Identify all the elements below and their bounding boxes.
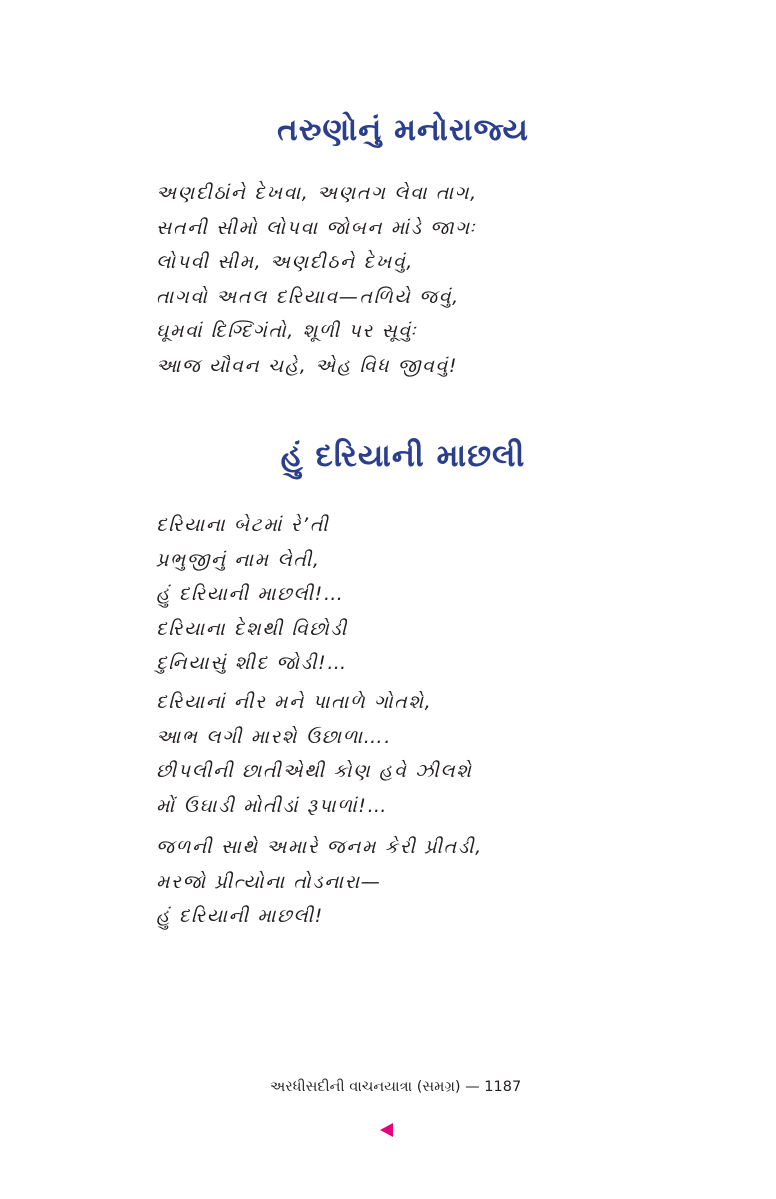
poem-line: દુનિયાસું શીદ જોડી!…	[156, 652, 348, 674]
stanza	[156, 176, 478, 383]
poem-line: અણદીઠાંને દેખવા, અણતગ લેવા તાગ,	[156, 182, 478, 204]
poem-line: લોપવી સીમ, અણદીઠને દેખવું,	[156, 251, 414, 273]
poem-line: હું દરિયાની માછલી!	[156, 905, 324, 927]
poem-line: દરિયાના બેટમાં રે’તી	[156, 514, 330, 536]
poem-title: હું દરિયાની માછલી	[280, 438, 526, 474]
poem-line: સતની સીમો લોપવા જોબન માંડે જાગઃ	[156, 216, 477, 239]
poem-line: મરજો પ્રીત્યોના તોડનારા—	[156, 870, 382, 893]
stanza	[156, 685, 472, 823]
poem-line: મોં ઉઘાડી મોતીડાં રૂપાળાં!…	[156, 794, 389, 817]
page-footer: અરધીસદીની વાચનયાત્રા (સમગ્ર) — 1187	[270, 1079, 522, 1095]
stanza	[156, 508, 348, 681]
poem-line: આભ લગી મારશે ઉછાળા….	[156, 725, 392, 748]
poem-line: આજ યૌવન ચહે, એહ વિધ જીવવું!	[156, 354, 459, 377]
poem-line: જળની સાથે અમારે જનમ કેરી પ્રીતડી,	[156, 836, 483, 858]
poem-line: હું દરિયાની માછલી!…	[156, 583, 345, 605]
poem-line: પ્રભુજીનું નામ લેતી,	[156, 548, 321, 571]
left-triangle-icon	[380, 1123, 393, 1137]
poem-title: તરુણોનું મનોરાજ્ય	[277, 112, 529, 148]
poem-line: દરિયાનાં નીર મને પાતાળે ગોતશે,	[156, 691, 433, 713]
stanza	[156, 830, 483, 934]
poem-line: ઘૂમવાં દિગ્દિગંતો, શૂળી પર સૂવુંઃ	[156, 320, 418, 342]
poem-line: દરિયાના દેશથી વિછોડી	[156, 617, 348, 640]
poem-line: છીપલીની છાતીએથી કોણ હવે ઝીલશે	[156, 760, 473, 782]
poem-line: તાગવો અતલ દરિયાવ—તળિયે જવું,	[156, 285, 460, 308]
